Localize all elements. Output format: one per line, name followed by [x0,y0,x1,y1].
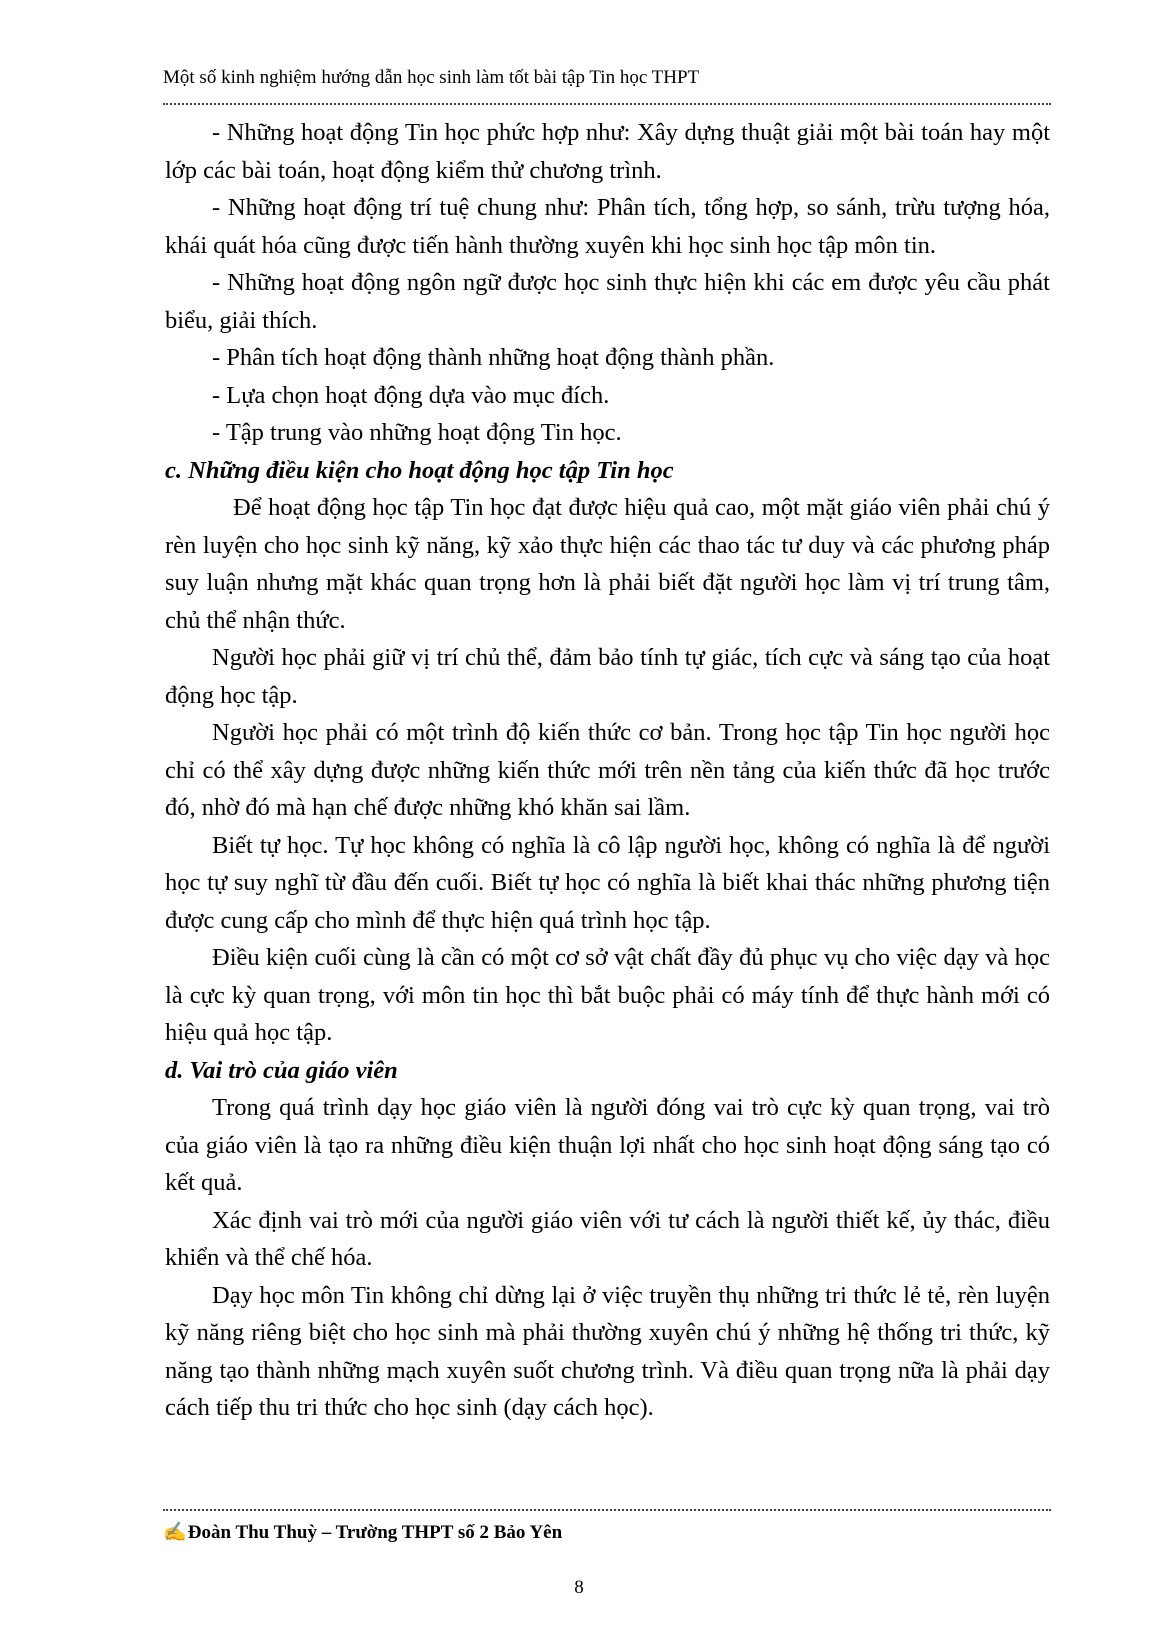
footer-author [163,1521,562,1545]
paragraph: Để hoạt động học tập Tin học đạt được hiệu quả cao, một mặt giáo viên phải chú ý rèn luyện cho học sinh kỹ năng, kỹ xảo thực hiện các thao tác tư duy và các phương pháp suy luận nhưng mặt khác quan trọng hơn là phải biết đặt người học làm vị trí trung tâm, chủ thể nhận thức. [165,494,1050,634]
paragraph: Người học phải giữ vị trí chủ thể, đảm bảo tính tự giác, tích cực và sáng tạo của hoạt động học tập. [165,644,1050,709]
paragraph: Điều kiện cuối cùng là cần có một cơ sở vật chất đầy đủ phục vụ cho việc dạy và học là cực kỳ quan trọng, với môn tin học thì bắt buộc phải có máy tính để thực hành mới có hiệu quả học tập. [165,944,1050,1046]
paragraph: Dạy học môn Tin không chỉ dừng lại ở việc truyền thụ những tri thức lẻ tẻ, rèn luyện kỹ năng riêng biệt cho học sinh mà phải thường xuyên chú ý những hệ thống tri thức, kỹ năng tạo thành những mạch xuyên suốt chương trình. Và điều quan trọng nữa là phải dạy cách tiếp thu tri thức cho học sinh (dạy cách học). [165,1281,1050,1421]
document-body [165,114,1050,1427]
paragraph: Xác định vai trò mới của người giáo viên với tư cách là người thiết kế, ủy thác, điều khiển và thể chế hóa. [165,1206,1050,1271]
page-number: 8 [574,1577,584,1598]
paragraph: - Phân tích hoạt động thành những hoạt động thành phần. [212,344,775,371]
footer-dotted-rule [163,1509,1051,1511]
paragraph: Người học phải có một trình độ kiến thức cơ bản. Trong học tập Tin học người học chỉ có thể xây dựng được những kiến thức mới trên nền tảng của kiến thức đã học trước đó, nhờ đó mà hạn chế được những khó khăn sai lầm. [165,719,1050,821]
paragraph: - Những hoạt động ngôn ngữ được học sinh thực hiện khi các em được yêu cầu phát biểu, giải thích. [165,269,1050,334]
author-text: Đoàn Thu Thuỳ – Trường THPT số 2 Bảo Yên [187,1522,563,1543]
paragraph: - Những hoạt động Tin học phức hợp như: Xây dựng thuật giải một bài toán hay một lớp các bài toán, hoạt động kiểm thử chương trình. [165,119,1050,184]
section-heading-d: d. Vai trò của giáo viên [165,1056,398,1084]
paragraph: Trong quá trình dạy học giáo viên là người đóng vai trò cực kỳ quan trọng, vai trò của giáo viên là tạo ra những điều kiện thuận lợi nhất cho học sinh hoạt động sáng tạo có kết quả. [165,1094,1050,1196]
header-dotted-rule [163,103,1051,105]
paragraph: - Những hoạt động trí tuệ chung như: Phân tích, tổng hợp, so sánh, trừu tượng hóa, khái quát hóa cũng được tiến hành thường xuyên khi học sinh học tập môn tin. [165,194,1050,259]
header-title: Một số kinh nghiệm hướng dẫn học sinh làm tốt bài tập Tin học THPT [163,67,700,88]
section-heading-c: c. Những điều kiện cho hoạt động học tập Tin học [165,456,674,484]
paragraph: Biết tự học. Tự học không có nghĩa là cô lập người học, không có nghĩa là để người học tự suy nghĩ từ đầu đến cuối. Biết tự học có nghĩa là biết khai thác những phương tiện được cung cấp cho mình để thực hiện quá trình học tập. [165,831,1050,934]
writing-hand-icon: ✍ [163,1522,187,1543]
paragraph: - Tập trung vào những hoạt động Tin học. [212,419,622,446]
paragraph: - Lựa chọn hoạt động dựa vào mục đích. [212,381,610,409]
